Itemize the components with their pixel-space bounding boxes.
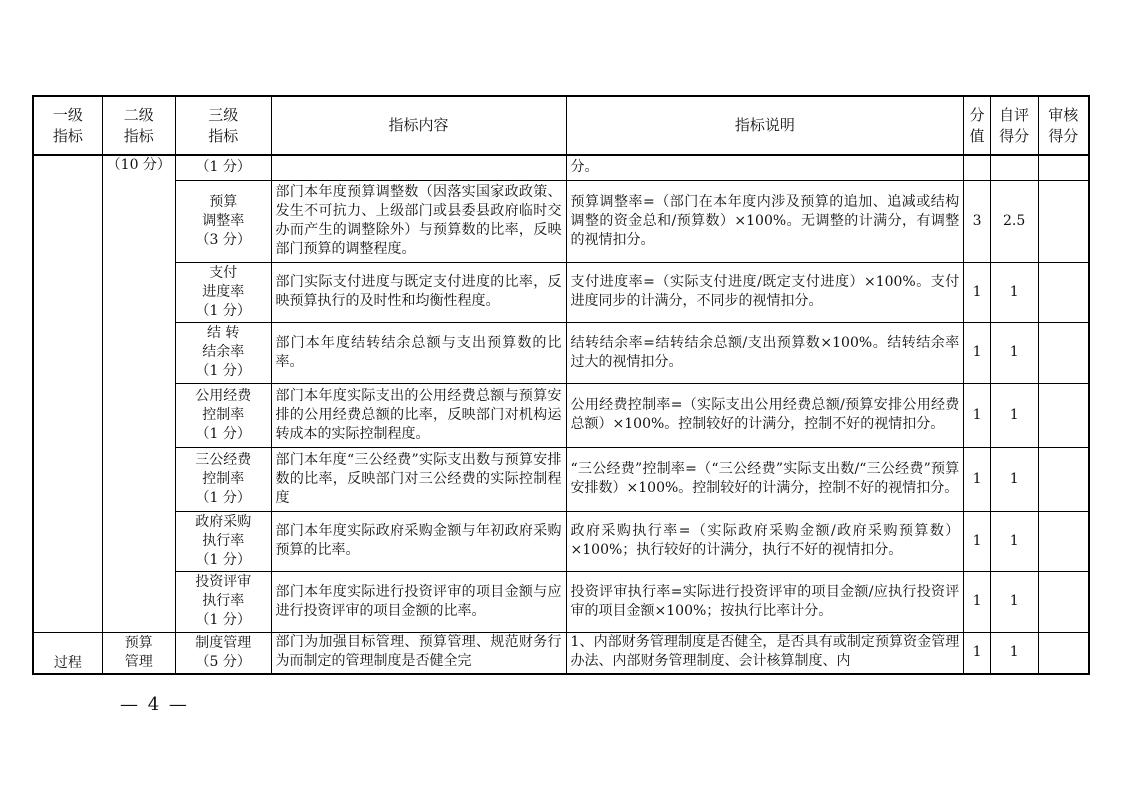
level3-cell: 预算 调整率 （3 分） xyxy=(175,180,271,262)
header-content: 指标内容 xyxy=(271,96,566,155)
level3-cell: （1 分） xyxy=(175,155,271,180)
description-cell: 结转结余率=结转结余总额/支出预算数×100%。结转结余率过大的视情扣分。 xyxy=(566,322,964,383)
content-cell xyxy=(271,155,566,180)
header-score: 分 值 xyxy=(964,96,990,155)
level1-cell: 过程 xyxy=(33,632,102,674)
audit-score-cell xyxy=(1038,511,1089,571)
table-row xyxy=(33,155,1089,180)
content-cell: 部门本年度实际支出的公用经费总额与预算安排的公用经费总额的比率，反映部门对机构运转成本的实际控制程度。 xyxy=(271,383,566,447)
score-cell: 1 xyxy=(964,322,990,383)
self-score-cell: 1 xyxy=(990,511,1038,571)
header-self-score: 自评 得分 xyxy=(990,96,1038,155)
description-cell: “三公经费”控制率=（“三公经费”实际支出数/“三公经费”预算安排数）×100%。控制较好的计满分，控制不好的视情扣分。 xyxy=(566,447,964,511)
description-cell: 分。 xyxy=(566,155,964,180)
header-audit-score: 审核 得分 xyxy=(1038,96,1089,155)
self-score-cell: 1 xyxy=(990,383,1038,447)
level3-cell: 制度管理 （5 分） xyxy=(175,632,271,674)
content-cell: 部门实际支付进度与既定支付进度的比率，反映预算执行的及时性和均衡性程度。 xyxy=(271,262,566,322)
content-cell: 部门为加强目标管理、预算管理、规范财务行为而制定的管理制度是否健全完 xyxy=(271,632,566,674)
self-score-cell: 1 xyxy=(990,632,1038,674)
level3-cell: 支付 进度率 （1 分） xyxy=(175,262,271,322)
content-cell: 部门本年度预算调整数（因落实国家政政策、发生不可抗力、上级部门或县委县政府临时交办而产生的调整除外）与预算数的比率，反映部门预算的调整程度。 xyxy=(271,180,566,262)
self-score-cell: 1 xyxy=(990,322,1038,383)
table-row xyxy=(33,383,1089,447)
score-cell: 1 xyxy=(964,571,990,632)
score-cell: 3 xyxy=(964,180,990,262)
description-cell: 支付进度率=（实际支付进度/既定支付进度）×100%。支付进度同步的计满分，不同步的视情扣分。 xyxy=(566,262,964,322)
level3-cell: 公用经费 控制率 （1 分） xyxy=(175,383,271,447)
level3-cell: 政府采购 执行率 （1 分） xyxy=(175,511,271,571)
score-cell: 1 xyxy=(964,383,990,447)
audit-score-cell xyxy=(1038,632,1089,674)
level3-cell: 结 转 结余率 （1 分） xyxy=(175,322,271,383)
level3-cell: 投资评审 执行率 （1 分） xyxy=(175,571,271,632)
content-cell: 部门本年度实际政府采购金额与年初政府采购预算的比率。 xyxy=(271,511,566,571)
score-cell: 1 xyxy=(964,511,990,571)
description-cell: 投资评审执行率=实际进行投资评审的项目金额/应执行投资评审的项目金额×100%；按执行比率计分。 xyxy=(566,571,964,632)
table-row xyxy=(33,571,1089,632)
page-number: — 4 — xyxy=(120,694,189,715)
level2-cell: （10 分） xyxy=(102,155,175,632)
self-score-cell: 1 xyxy=(990,447,1038,511)
description-cell: 公用经费控制率=（实际支出公用经费总额/预算安排公用经费总额）×100%。控制较好的计满分，控制不好的视情扣分。 xyxy=(566,383,964,447)
header-row xyxy=(33,96,1089,155)
table-row xyxy=(33,632,1089,674)
content-cell: 部门本年度“三公经费”实际支出数与预算安排数的比率，反映部门对三公经费的实际控制程度 xyxy=(271,447,566,511)
audit-score-cell xyxy=(1038,383,1089,447)
header-level3: 三级 指标 xyxy=(175,96,271,155)
evaluation-table xyxy=(32,95,1090,675)
table-row xyxy=(33,180,1089,262)
audit-score-cell xyxy=(1038,322,1089,383)
audit-score-cell xyxy=(1038,180,1089,262)
table-row xyxy=(33,447,1089,511)
score-cell: 1 xyxy=(964,262,990,322)
header-level1: 一级 指标 xyxy=(33,96,102,155)
audit-score-cell xyxy=(1038,447,1089,511)
self-score-cell: 1 xyxy=(990,262,1038,322)
audit-score-cell xyxy=(1038,571,1089,632)
score-cell: 1 xyxy=(964,447,990,511)
self-score-cell xyxy=(990,155,1038,180)
header-description: 指标说明 xyxy=(566,96,964,155)
description-cell: 1、内部财务管理制度是否健全，是否具有或制定预算资金管理办法、内部财务管理制度、会计核算制度、内 xyxy=(566,632,964,674)
level1-cell xyxy=(33,155,102,632)
table-row xyxy=(33,511,1089,571)
table-row xyxy=(33,262,1089,322)
level2-cell: 预算 管理 xyxy=(102,632,175,674)
audit-score-cell xyxy=(1038,155,1089,180)
score-cell: 1 xyxy=(964,632,990,674)
header-level2: 二级 指标 xyxy=(102,96,175,155)
description-cell: 预算调整率=（部门在本年度内涉及预算的追加、追减或结构调整的资金总和/预算数）×100%。无调整的计满分，有调整的视情扣分。 xyxy=(566,180,964,262)
audit-score-cell xyxy=(1038,262,1089,322)
level3-cell: 三公经费 控制率 （1 分） xyxy=(175,447,271,511)
score-cell xyxy=(964,155,990,180)
self-score-cell: 1 xyxy=(990,571,1038,632)
content-cell: 部门本年度实际进行投资评审的项目金额与应进行投资评审的项目金额的比率。 xyxy=(271,571,566,632)
self-score-cell: 2.5 xyxy=(990,180,1038,262)
table-row xyxy=(33,322,1089,383)
content-cell: 部门本年度结转结余总额与支出预算数的比率。 xyxy=(271,322,566,383)
description-cell: 政府采购执行率=（实际政府采购金额/政府采购预算数）×100%；执行较好的计满分，执行不好的视情扣分。 xyxy=(566,511,964,571)
